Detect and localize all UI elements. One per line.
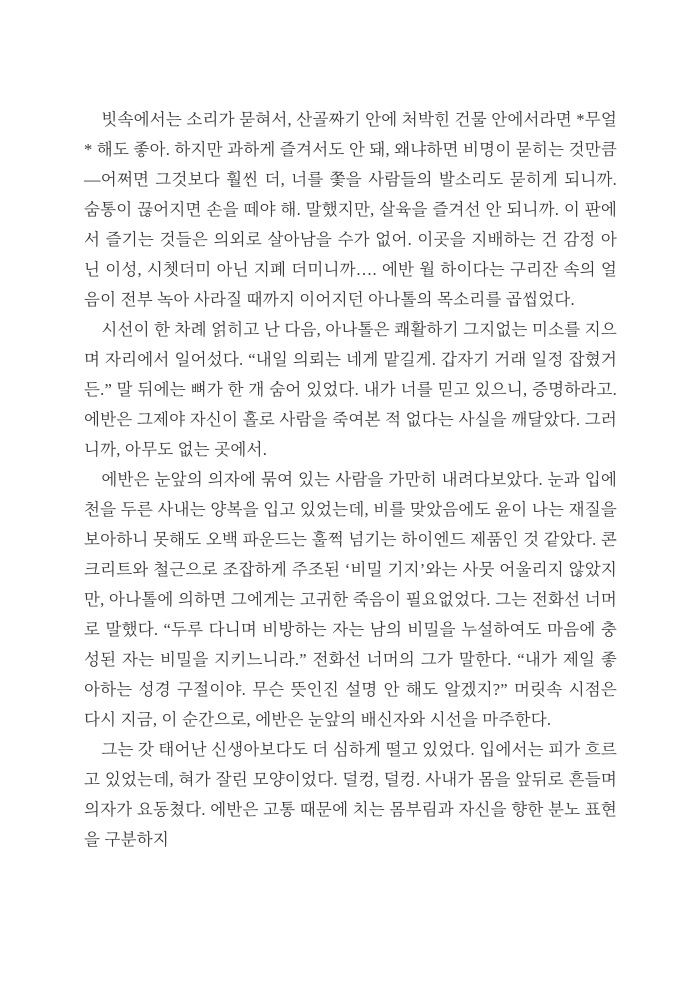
paragraph-3: 에반은 눈앞의 의자에 묶여 있는 사람을 가만히 내려다보았다. 눈과 입에 천을 두른 사내는 양복을 입고 있었는데, 비를 맞았음에도 윤이 나는 재질을 보아하니 못해도 오백 파운드는 훌쩍 넘기는 하이엔드 제품인 것 같았다. 콘크리트와 철근으로 조잡하게 주조된 ‘비밀 기지’와는 사뭇 어울리지 않았지만, 아나톨에 의하면 그에게는 고귀한 죽음이 필요없었다. 그는 전화선 너머로 말했다. “두루 다니며 비방하는 자는 남의 비밀을 누설하여도 마음에 충성된 자는 비밀을 지키느니라.” 전화선 너머의 그가 말한다. “내가 제일 좋아하는 성경 구절이야. 무슨 뜻인진 설명 안 해도 알겠지?” 머릿속 시점은 다시 지금, 이 순간으로, 에반은 눈앞의 배신자와 시선을 마주한다.	[84, 470, 617, 729]
paragraph-2: 시선이 한 차례 얽히고 난 다음, 아나톨은 쾌활하기 그지없는 미소를 지으며 자리에서 일어섰다. “내일 의뢰는 네게 맡길게. 갑자기 거래 일정 잡혔거든.” 말 뒤에는 뼈가 한 개 숨어 있었다. 내가 너를 믿고 있으니, 증명하라고. 에반은 그제야 자신이 홀로 사람을 죽여본 적 없다는 사실을 깨달았다. 그러니까, 아무도 없는 곳에서.	[84, 320, 617, 459]
paragraph-4: 그는 갓 태어난 신생아보다도 더 심하게 떨고 있었다. 입에서는 피가 흐르고 있었는데, 혀가 잘린 모양이었다. 덜컹, 덜컹. 사내가 몸을 앞뒤로 흔들며 의자가 요동쳤다. 에반은 고통 때문에 치는 몸부림과 자신을 향한 분노 표현을 구분하지	[84, 740, 617, 849]
paragraph-1: 빗속에서는 소리가 묻혀서, 산골짜기 안에 처박힌 건물 안에서라면 *무얼* 해도 좋아. 하지만 과하게 즐겨서도 안 돼, 왜냐하면 비명이 묻히는 것만큼—어쩌면 그것보다 훨씬 더, 너를 쫓을 사람들의 발소리도 묻히게 되니까. 숨통이 끊어지면 손을 떼야 해. 말했지만, 살육을 즐겨선 안 되니까. 이 판에서 즐기는 것들은 의외로 살아남을 수가 없어. 이곳을 지배하는 건 감정 아닌 이성, 시쳇더미 아닌 지폐 더미니까…. 에반 월 하이다는 구리잔 속의 얼음이 전부 녹아 사라질 때까지 이어지던 아나톨의 목소리를 곱씹었다.	[84, 110, 617, 309]
body-text	[84, 105, 617, 855]
